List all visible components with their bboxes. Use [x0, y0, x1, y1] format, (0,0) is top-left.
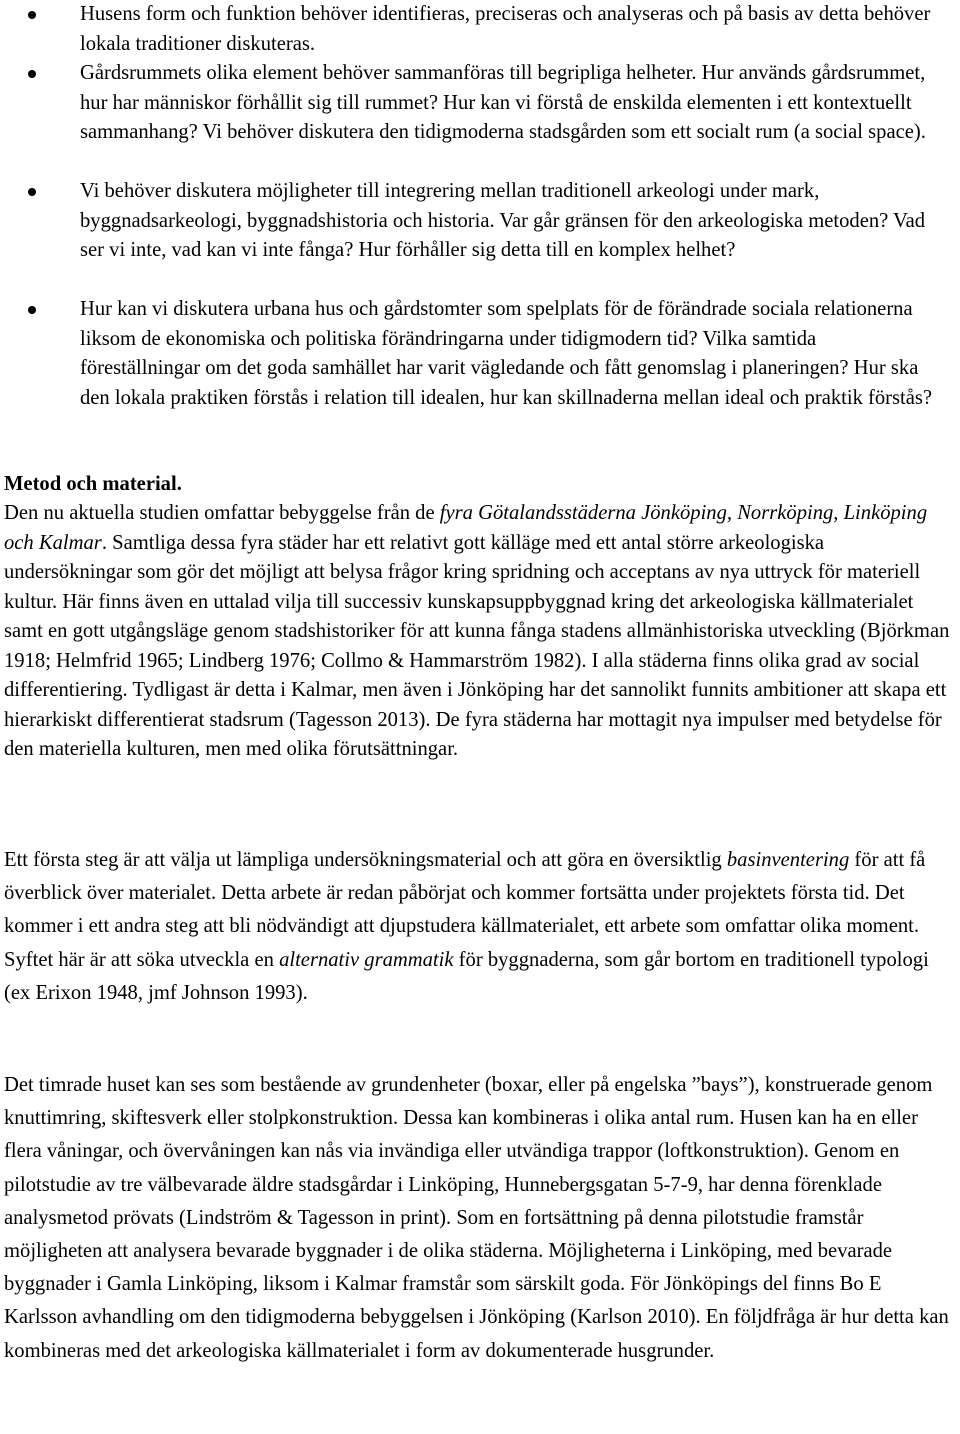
paragraph-text: . Samtliga dessa fyra städer har ett relativt gott källäge med ett antal större arkeologiska undersökningar som gör det möjligt att belysa frågor kring spridning och acceptans av nya uttryck för materiell kultur. Här finns även en uttalad vilja till successiv kunskapsuppbyggnad kring det arkeologiska källmaterialet samt en gott utgångsläge genom stadshistoriker för att kunna fånga stadens allmänhistoriska utveckling (Björkman 1918; Helmfrid 1965; Lindberg 1976; Collmo & Hammarström 1982). I alla städerna finns olika grad av social differentiering. Tydligast är detta i Kalmar, men även i Jönköping har det sannolikt funnits ambitioner att skapa ett hierarkiskt differentierat stadsrum (Tagesson 2013). De fyra städerna har mottagit nya impulser med betydelse för den materiella kulturen, men med olika förutsättningar.	[4, 531, 950, 760]
list-item-text: Vi behöver diskutera möjligheter till integrering mellan traditionell arkeologi under mark, byggnadsarkeologi, byggnadshistoria och historia. Var går gränsen för den arkeologiska metoden? Vad ser vi inte, vad kan vi inte fånga? Hur förhåller sig detta till en komplex helhet?	[80, 180, 926, 261]
paragraph-text: Ett första steg är att välja ut lämpliga undersökningsmaterial och att göra en översiktlig	[4, 849, 727, 871]
paragraph-text: för byggnaderna, som går bortom en traditionell typologi (ex Erixon 1948, jmf Johnson 1993).	[4, 948, 929, 1004]
emphasis-grammar: alternativ grammatik	[279, 948, 454, 971]
list-item	[0, 177, 960, 266]
list-item-text: Husens form och funktion behöver identifieras, preciseras och analyseras och på basis av detta behöver lokala traditioner diskuteras.	[80, 3, 931, 55]
list-item	[0, 0, 960, 59]
emphasis-cities: fyra Götalandsstäderna Jönköping, Norrköping, Linköping och Kalmar	[4, 502, 928, 554]
bullet-icon	[28, 306, 36, 314]
bullet-icon	[28, 188, 36, 196]
list-item	[0, 295, 960, 413]
list-item-text: Hur kan vi diskutera urbana hus och gårdstomter som spelplats för de förändrade sociala relationerna liksom de ekonomiska och politiska förändringarna under tidigmodern tid? Vilka samtida föreställningar om det goda samhället har varit vägledande och fått genomslag i planeringen? Hur ska den lokala praktiken förstås i relation till idealen, hur kan skillnaderna mellan ideal och praktik förstås?	[80, 298, 933, 409]
list-item	[0, 59, 960, 148]
list-item-text: Gårdsrummets olika element behöver sammanföras till begripliga helheter. Hur används gårdsrummet, hur har människor förhållit sig till rummet? Hur kan vi förstå de enskilda elementen i ett kontextuellt sammanhang? Vi behöver diskutera den tidigmoderna stadsgården som ett socialt rum (a social space).	[80, 62, 926, 143]
paragraph-timber-house	[4, 1069, 954, 1368]
paragraph-text: Den nu aktuella studien omfattar bebyggelse från de	[4, 502, 440, 524]
emphasis-basinventering: basinventering	[726, 849, 850, 871]
paragraph-study-scope	[4, 499, 954, 765]
paragraph-text: Det timrade huset kan ses som bestående av grundenheter (boxar, eller på engelska ”bays”), konstruerade genom knuttimring, skiftesverk eller stolpkonstruktion. Dessa kan kombineras i olika antal rum. Husen kan ha en eller flera våningar, och övervåningen kan nås via invändiga eller utvändiga trappor (loftkonstruktion). Genom en pilotstudie av tre välbevarade äldre stadsgårdar i Linköping, Hunnebergsgatan 5-7-9, har denna förenklade analysmetod prövats (Lindström & Tagesson in print). Som en fortsättning på denna pilotstudie framstår möjligheten att analysera bevarade byggnader i de olika städerna. Möjligheterna i Linköping, med bevarade byggnader i Gamla Linköping, liksom i Kalmar framstår som särskilt goda. För Jönköpings del finns Bo E Karlsson avhandling om den tidigmoderna bebyggelsen i Jönköping (Karlson 2010). En följdfråga är hur detta kan kombineras med det arkeologiska källmaterialet i form av dokumenterade husgrunder.	[4, 1074, 949, 1362]
bullet-icon	[28, 11, 36, 19]
paragraph-text: för att få överblick över materialet. Detta arbete är redan påbörjat och kommer fortsätta under projektets första tid. Det kommer i ett andra steg att bli nödvändigt att djupstudera källmaterialet, ett arbete som omfattar olika moment. Syftet här är att söka utveckla en	[4, 849, 926, 971]
paragraph-method	[4, 844, 954, 1010]
bullet-icon	[28, 70, 36, 78]
section-heading: Metod och material.	[4, 473, 182, 495]
